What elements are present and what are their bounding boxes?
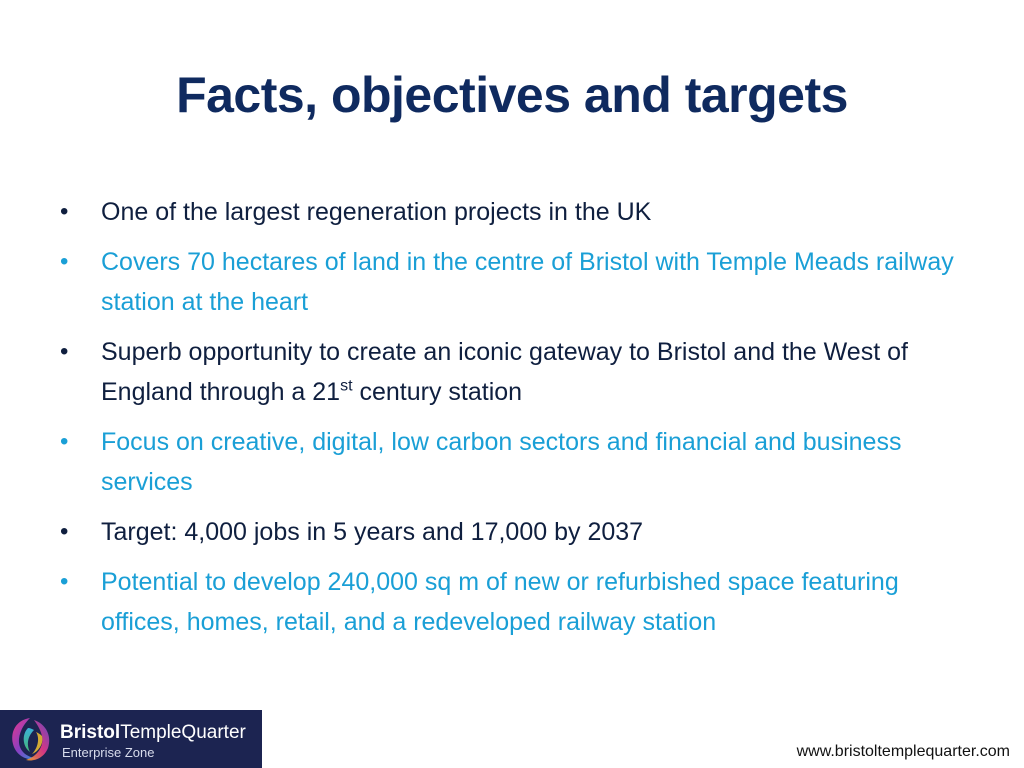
bullet-item bbox=[60, 562, 975, 642]
bullet-text: One of the largest regeneration projects in the UK bbox=[101, 198, 652, 226]
bullet-text-after: century station bbox=[352, 378, 523, 406]
bullet-list bbox=[60, 192, 975, 652]
bullet-item bbox=[60, 192, 975, 232]
bullet-marker: • bbox=[60, 568, 69, 595]
bristol-temple-quarter-logo bbox=[0, 710, 262, 768]
bullet-item bbox=[60, 512, 975, 552]
bullet-text: Superb opportunity to create an iconic gateway to Bristol and the West of England through a 21 bbox=[101, 338, 908, 406]
bullet-text: Focus on creative, digital, low carbon sectors and financial and business services bbox=[101, 428, 902, 496]
bullet-item bbox=[60, 422, 975, 502]
logo-title-bold: Bristol bbox=[60, 722, 121, 743]
bullet-text: Covers 70 hectares of land in the centre of Bristol with Temple Meads railway station at the heart bbox=[101, 248, 954, 316]
bullet-text: Potential to develop 240,000 sq m of new or refurbished space featuring offices, homes, retail, and a redeveloped railway station bbox=[101, 568, 899, 636]
bullet-superscript: st bbox=[340, 377, 353, 395]
bullet-marker: • bbox=[60, 518, 69, 545]
bullet-item bbox=[60, 332, 975, 412]
bullet-item bbox=[60, 242, 975, 322]
logo-title bbox=[60, 722, 246, 744]
bullet-marker: • bbox=[60, 338, 69, 365]
bullet-marker: • bbox=[60, 428, 69, 455]
slide-title: Facts, objectives and targets bbox=[176, 67, 848, 123]
logo-subtitle: Enterprise Zone bbox=[62, 745, 155, 760]
website-url: www.bristoltemplequarter.com bbox=[796, 743, 1010, 760]
bullet-text: Target: 4,000 jobs in 5 years and 17,000 by 2037 bbox=[101, 518, 644, 546]
logo-title-rest: TempleQuarter bbox=[120, 722, 246, 743]
bullet-marker: • bbox=[60, 248, 69, 275]
bullet-marker: • bbox=[60, 198, 69, 225]
swirl-logo-icon bbox=[4, 714, 56, 766]
